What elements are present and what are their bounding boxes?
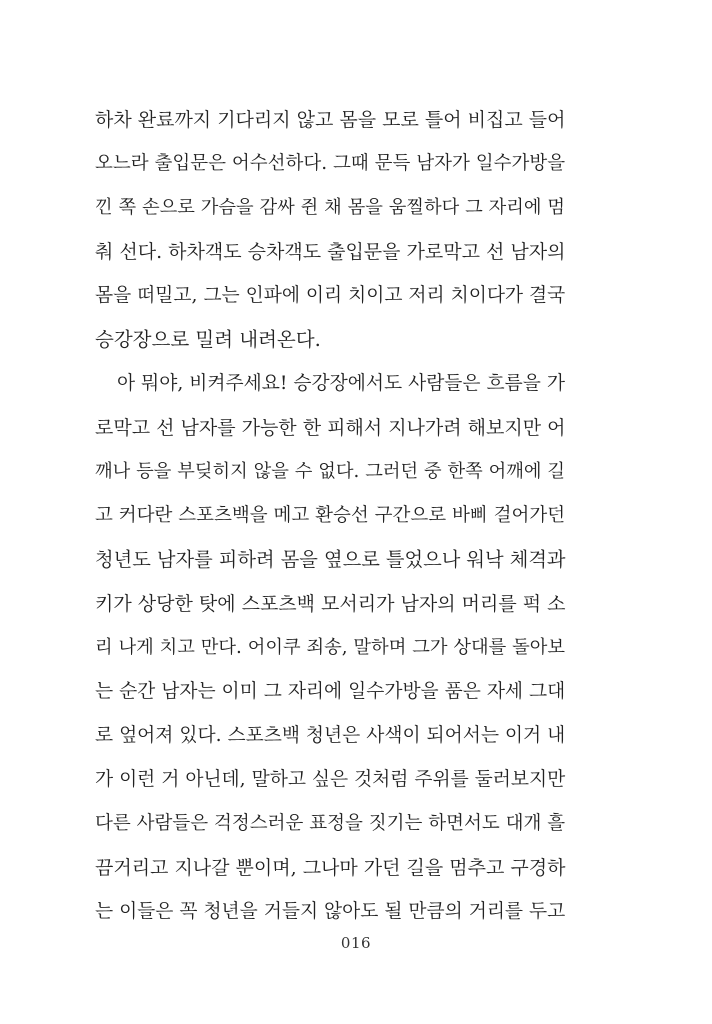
page-number: 016 xyxy=(340,934,372,952)
text-line: 로막고 선 남자를 가능한 한 피해서 지나가려 해보지만 어 xyxy=(95,417,566,439)
text-line: 끔거리고 지나갈 뿐이며, 그나마 가던 길을 멈추고 구경하 xyxy=(95,857,566,879)
text-line: 하차 완료까지 기다리지 않고 몸을 모로 틀어 비집고 들어 xyxy=(95,109,566,131)
text-line: 청년도 남자를 피하려 몸을 옆으로 틀었으나 워낙 체격과 xyxy=(95,548,566,571)
text-line: 춰 선다. 하차객도 승차객도 출입문을 가로막고 선 남자의 xyxy=(95,241,566,263)
text-line: 깨나 등을 부딪히지 않을 수 없다. 그러던 중 한쪽 어깨에 길 xyxy=(95,461,565,482)
text-line: 는 순간 남자는 이미 그 자리에 일수가방을 품은 자세 그대 xyxy=(95,681,566,702)
text-line: 가 이런 거 아닌데, 말하고 싶은 것처럼 주위를 둘러보지만 xyxy=(95,769,566,790)
text-line: 리 나게 치고 만다. 어이쿠 죄송, 말하며 그가 상대를 돌아보 xyxy=(95,637,565,658)
text-line: 아 뭐야, 비켜주세요! 승강장에서도 사람들은 흐름을 가 xyxy=(117,373,565,394)
text-line: 오느라 출입문은 어수선하다. 그때 문득 남자가 일수가방을 xyxy=(95,153,566,174)
text-line: 승강장으로 밀려 내려온다. xyxy=(95,328,321,351)
text-line: 는 이들은 꼭 청년을 거들지 않아도 될 만큼의 거리를 두고 xyxy=(95,901,566,922)
text-line: 다른 사람들은 걱정스러운 표정을 짓기는 하면서도 대개 흘 xyxy=(95,813,566,834)
body-text xyxy=(95,98,565,934)
text-line: 낀 쪽 손으로 가슴을 감싸 쥔 채 몸을 움찔하다 그 자리에 멈 xyxy=(95,197,565,218)
text-line: 키가 상당한 탓에 스포츠백 모서리가 남자의 머리를 퍽 소 xyxy=(95,593,566,615)
text-line: 고 커다란 스포츠백을 메고 환승선 구간으로 바삐 걸어가던 xyxy=(95,505,566,526)
text-line: 몸을 떠밀고, 그는 인파에 이리 치이고 저리 치이다가 결국 xyxy=(95,285,566,306)
text-line: 로 엎어져 있다. 스포츠백 청년은 사색이 되어서는 이거 내 xyxy=(95,725,566,746)
